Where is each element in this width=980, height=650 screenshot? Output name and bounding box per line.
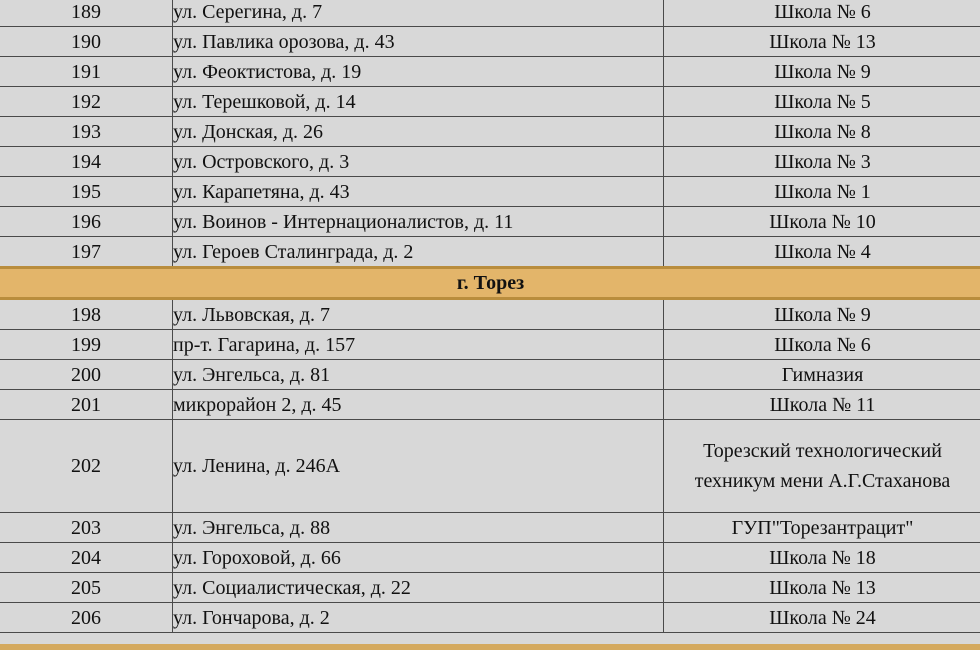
row-address: ул. Гончарова, д. 2 xyxy=(173,603,664,633)
row-number: 199 xyxy=(0,330,173,360)
row-number: 193 xyxy=(0,117,173,147)
row-institution: Школа № 1 xyxy=(664,177,980,207)
row-institution: Школа № 13 xyxy=(664,27,980,57)
section-title: г. Торез xyxy=(0,268,980,299)
section-header-row xyxy=(0,268,980,299)
row-address: микрорайон 2, д. 45 xyxy=(173,390,664,420)
row-address: ул. Донская, д. 26 xyxy=(173,117,664,147)
row-address: ул. Гороховой, д. 66 xyxy=(173,543,664,573)
table-row xyxy=(0,330,980,360)
row-institution: Школа № 24 xyxy=(664,603,980,633)
table-row xyxy=(0,147,980,177)
row-number: 191 xyxy=(0,57,173,87)
row-institution: Школа № 13 xyxy=(664,573,980,603)
row-institution: Школа № 6 xyxy=(664,0,980,27)
row-address: ул. Энгельса, д. 88 xyxy=(173,513,664,543)
row-address: ул. Воинов - Интернационалистов, д. 11 xyxy=(173,207,664,237)
row-number: 195 xyxy=(0,177,173,207)
row-number: 196 xyxy=(0,207,173,237)
row-address: ул. Карапетяна, д. 43 xyxy=(173,177,664,207)
row-institution: Гимназия xyxy=(664,360,980,390)
row-institution: Школа № 6 xyxy=(664,330,980,360)
row-number: 198 xyxy=(0,299,173,330)
row-number: 203 xyxy=(0,513,173,543)
row-number: 192 xyxy=(0,87,173,117)
table-row xyxy=(0,299,980,330)
row-number: 201 xyxy=(0,390,173,420)
row-institution: Школа № 10 xyxy=(664,207,980,237)
row-institution: Торезский технологический техникум мени А.Г.Стаханова xyxy=(664,420,980,513)
row-address: ул. Львовская, д. 7 xyxy=(173,299,664,330)
table-row xyxy=(0,117,980,147)
row-number: 197 xyxy=(0,237,173,268)
row-number: 190 xyxy=(0,27,173,57)
table-row xyxy=(0,513,980,543)
row-address: ул. Ленина, д. 246А xyxy=(173,420,664,513)
table-row xyxy=(0,237,980,268)
row-institution: Школа № 3 xyxy=(664,147,980,177)
row-institution: ГУП"Торезантрацит" xyxy=(664,513,980,543)
row-institution: Школа № 9 xyxy=(664,299,980,330)
row-institution: Школа № 18 xyxy=(664,543,980,573)
row-number: 204 xyxy=(0,543,173,573)
row-address: пр-т. Гагарина, д. 157 xyxy=(173,330,664,360)
row-number: 202 xyxy=(0,420,173,513)
table-row xyxy=(0,360,980,390)
table-row xyxy=(0,207,980,237)
row-address: ул. Феоктистова, д. 19 xyxy=(173,57,664,87)
row-number: 194 xyxy=(0,147,173,177)
row-institution: Школа № 5 xyxy=(664,87,980,117)
row-number: 205 xyxy=(0,573,173,603)
row-institution: Школа № 9 xyxy=(664,57,980,87)
table-row xyxy=(0,57,980,87)
row-number: 189 xyxy=(0,0,173,27)
next-section-band xyxy=(0,644,980,650)
row-address: ул. Павлика орозова, д. 43 xyxy=(173,27,664,57)
table-row xyxy=(0,390,980,420)
table-row xyxy=(0,177,980,207)
table-row xyxy=(0,87,980,117)
table-row xyxy=(0,0,980,27)
table-row xyxy=(0,603,980,633)
table-row xyxy=(0,573,980,603)
row-address: ул. Социалистическая, д. 22 xyxy=(173,573,664,603)
row-address: ул. Серегина, д. 7 xyxy=(173,0,664,27)
row-number: 200 xyxy=(0,360,173,390)
row-number: 206 xyxy=(0,603,173,633)
row-address: ул. Терешковой, д. 14 xyxy=(173,87,664,117)
row-address: ул. Героев Сталинграда, д. 2 xyxy=(173,237,664,268)
row-address: ул. Энгельса, д. 81 xyxy=(173,360,664,390)
table-row xyxy=(0,27,980,57)
row-institution: Школа № 11 xyxy=(664,390,980,420)
row-address: ул. Островского, д. 3 xyxy=(173,147,664,177)
table-row xyxy=(0,543,980,573)
table-row xyxy=(0,420,980,513)
row-institution: Школа № 4 xyxy=(664,237,980,268)
row-institution: Школа № 8 xyxy=(664,117,980,147)
